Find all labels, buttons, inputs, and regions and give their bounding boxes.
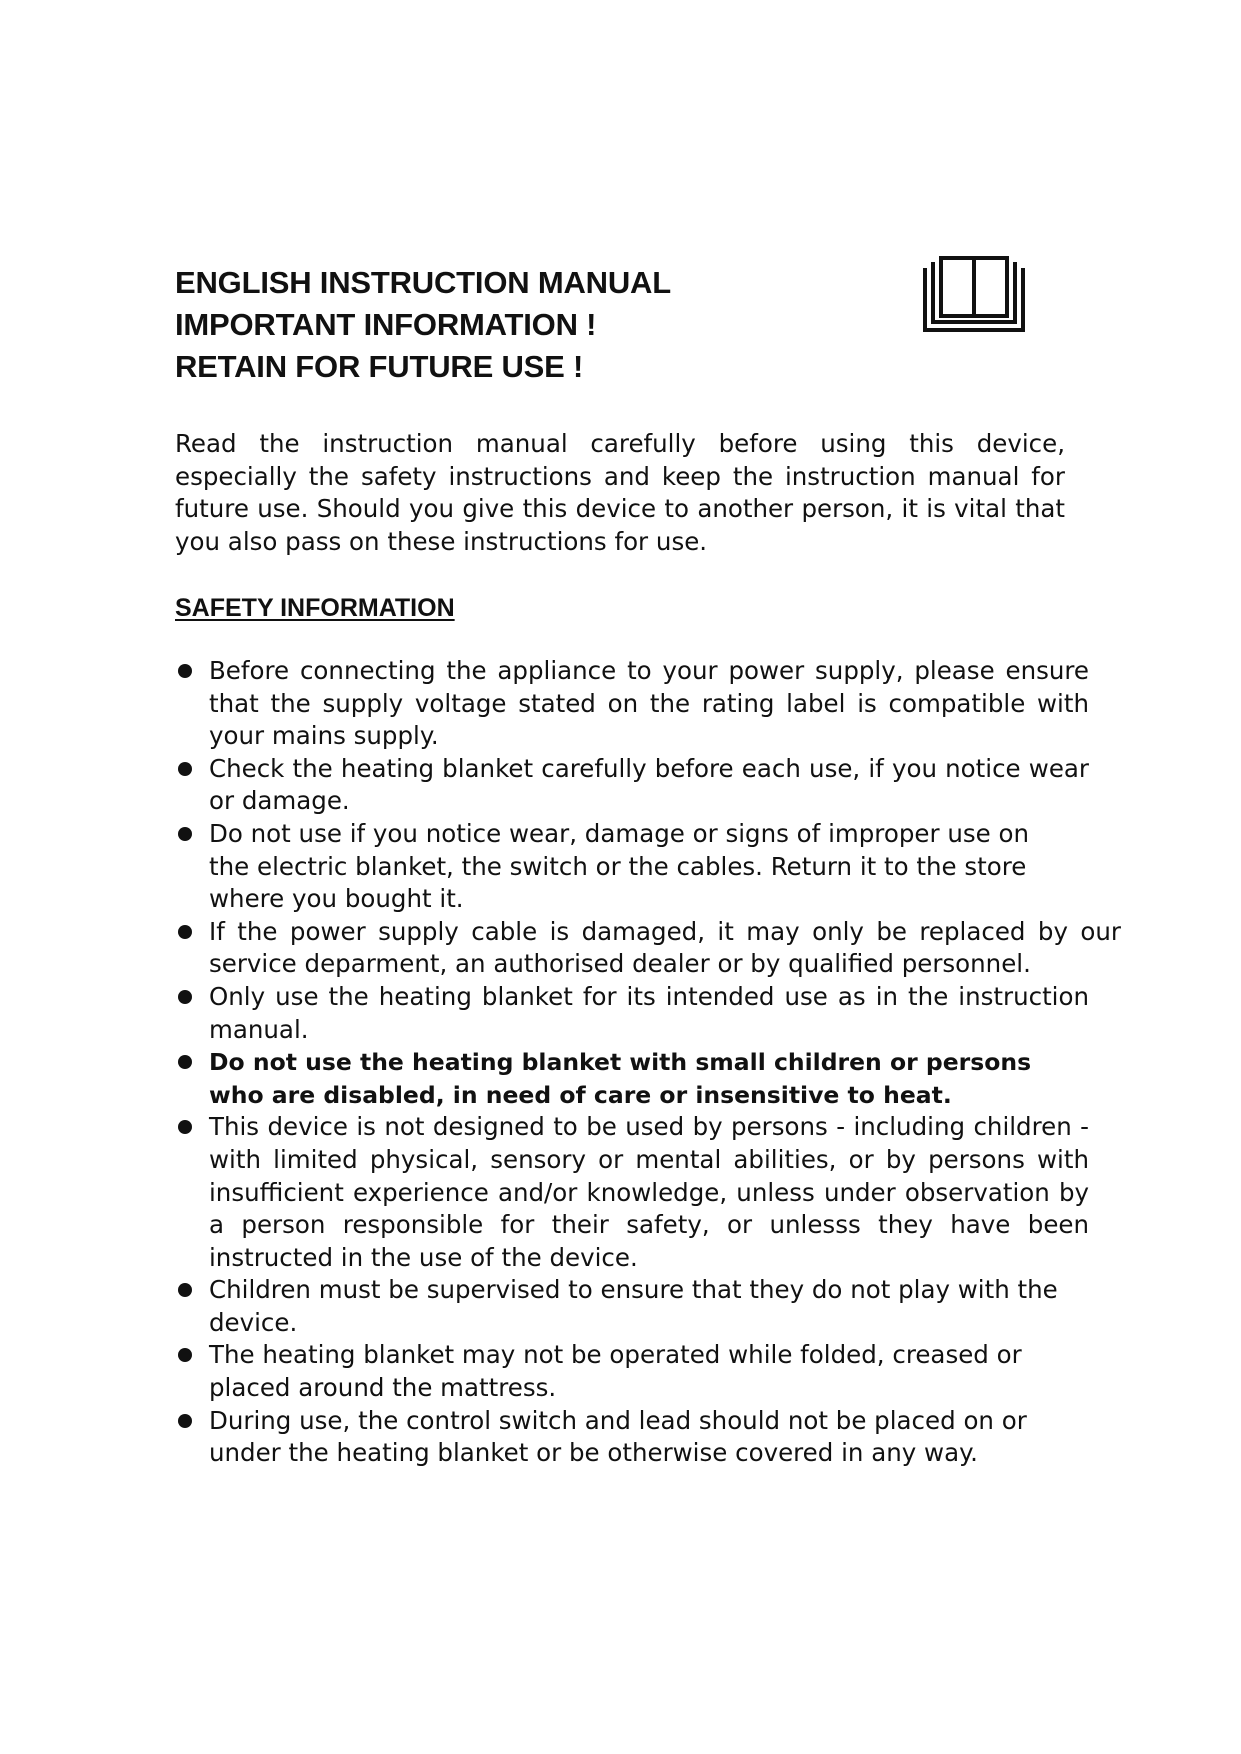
list-item-warning [175, 1046, 1089, 1111]
title-block [175, 262, 795, 388]
bullet-icon [178, 925, 192, 939]
bullet-icon [178, 1055, 192, 1069]
list-item-text: This device is not designed to be used by persons - including children - with limited physical, sensory or mental abilities, or by persons with insufficient experience and/or knowledge, unless under observation by a person responsible for their safety, or unlesss they have been instructed in the use of the device. [209, 1112, 1089, 1272]
list-item-text: The heating blanket may not be operated while folded, creased or placed around the mattress. [209, 1340, 1022, 1403]
title-line-1: ENGLISH INSTRUCTION MANUAL [175, 265, 671, 300]
list-item [175, 1111, 1089, 1274]
list-item-text: Only use the heating blanket for its intended use as in the instruction manual. [209, 981, 1089, 1044]
list-item [175, 916, 1121, 981]
list-item [175, 981, 1089, 1046]
list-item-text: During use, the control switch and lead should not be placed on or under the heating blanket or be otherwise covered in any way. [209, 1405, 1027, 1468]
bullet-icon [178, 1348, 192, 1362]
safety-heading: SAFETY INFORMATION [175, 594, 455, 622]
bullet-icon [178, 762, 192, 776]
bullet-icon [178, 1283, 192, 1297]
list-item [175, 655, 1089, 753]
list-item-text: Check the heating blanket carefully before each use, if you notice wear or damage. [209, 753, 1089, 816]
list-item [175, 1274, 1089, 1339]
safety-list [175, 655, 1121, 1470]
list-item [175, 1339, 1089, 1404]
title-line-2: IMPORTANT INFORMATION ! [175, 307, 597, 342]
bullet-icon [178, 990, 192, 1004]
bullet-icon [178, 1414, 192, 1428]
list-item-text: Before connecting the appliance to your power supply, please ensure that the supply voltage stated on the rating label is compatible with your mains supply. [209, 656, 1089, 751]
list-item-text: Do not use if you notice wear, damage or signs of improper use on the electric blanket, the switch or the cables. Return it to the store where you bought it. [209, 818, 1029, 914]
list-item-text: Children must be supervised to ensure that they do not play with the device. [209, 1275, 1058, 1337]
bullet-icon [178, 664, 192, 678]
list-item-text: If the power supply cable is damaged, it may only be replaced by our service deparment, an authorised dealer or by qualified personnel. [209, 916, 1121, 979]
list-item-text: Do not use the heating blanket with small children or persons who are disabled, in need of care or insensitive to heat. [209, 1048, 1032, 1109]
list-item [175, 818, 1069, 916]
list-item [175, 753, 1089, 818]
book-icon [922, 256, 1026, 334]
bullet-icon [178, 1120, 192, 1134]
bullet-icon [178, 827, 192, 841]
title-line-3: RETAIN FOR FUTURE USE ! [175, 349, 584, 384]
intro-paragraph: Read the instruction manual carefully before using this device, especially the safety instructions and keep the instruction manual for future use. Should you give this device to another person, it is vital that you also pass on these instructions for use. [175, 429, 1065, 556]
list-item [175, 1405, 1089, 1470]
